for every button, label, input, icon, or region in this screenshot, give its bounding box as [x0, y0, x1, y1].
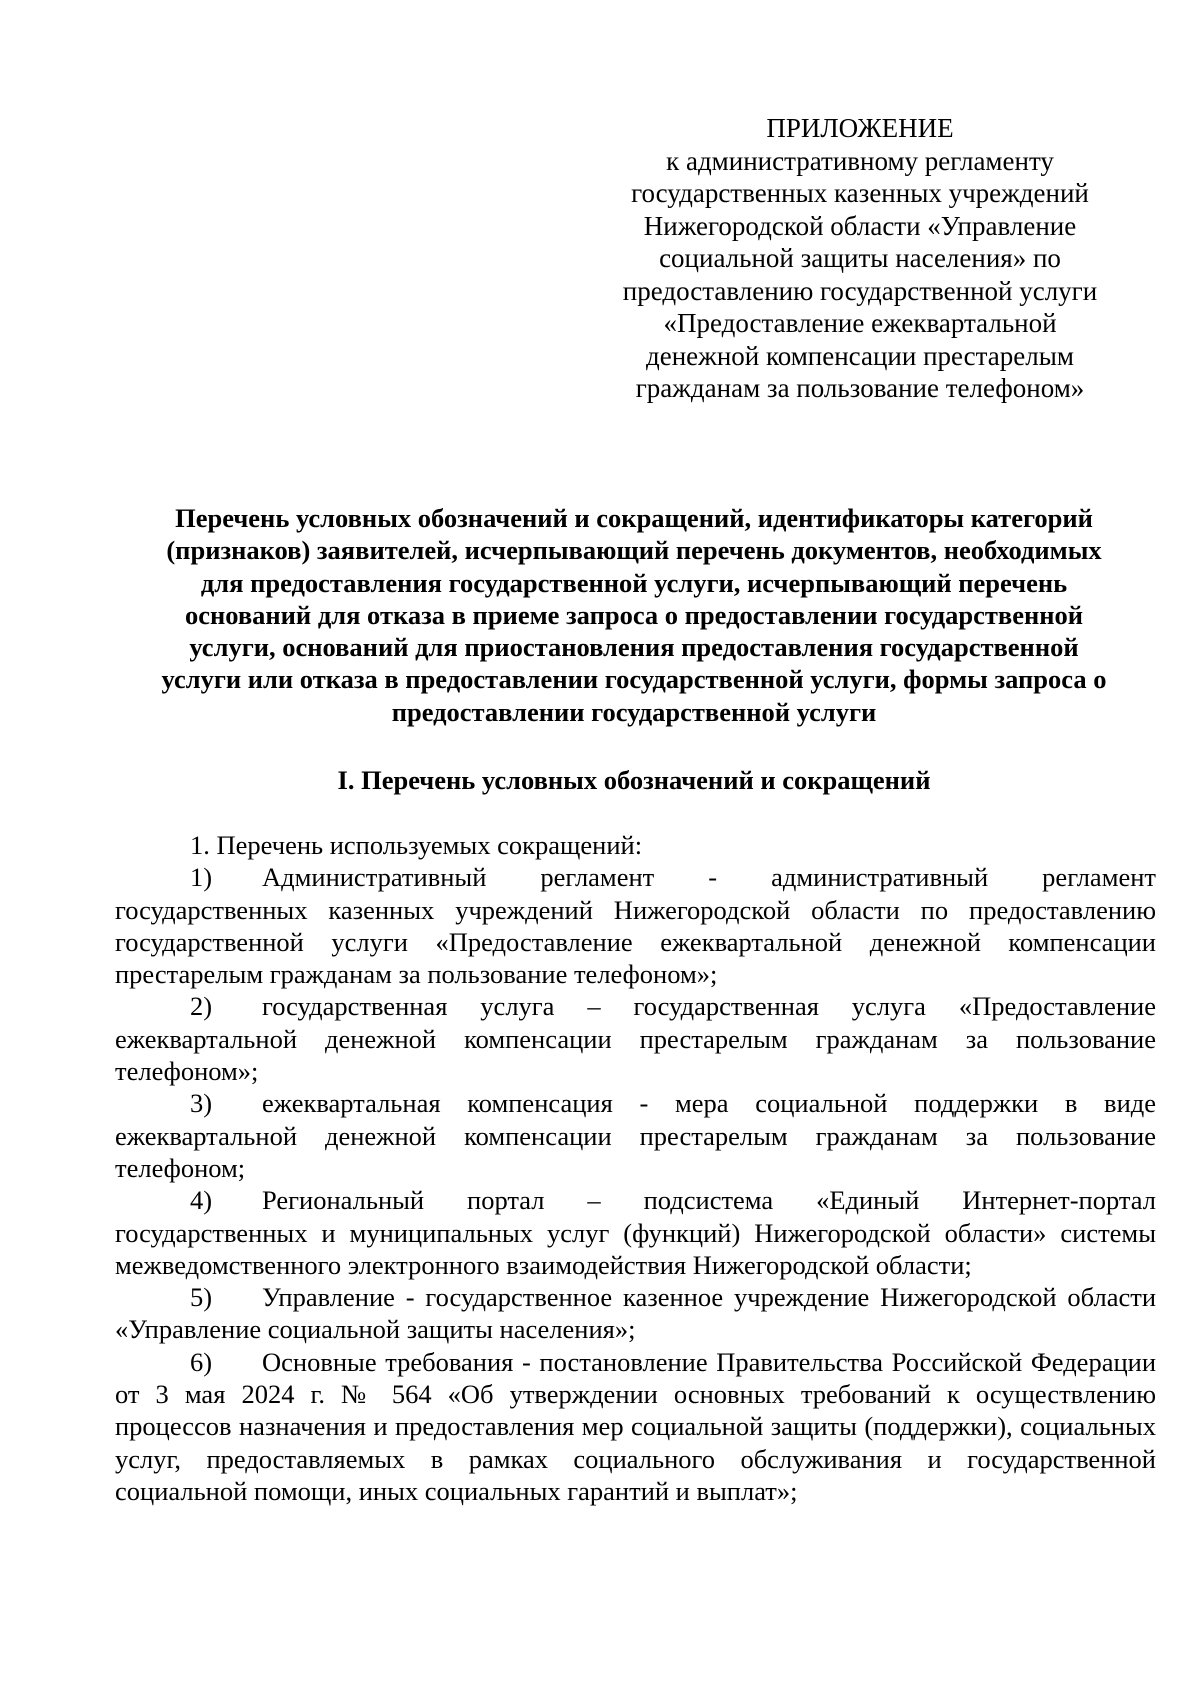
item-text: Основные требования - постановление Правительства Российской Федерации от 3 мая 2024 г. № 564 «Об утверждении основных требований к осуществлению процессов назначения и предоставления мер социальной защиты (поддержки), социальных услуг, предоставляемых в рамках социального обслуживания и государственной социальной помощи, иных социальных гарантий и выплат»; — [115, 1346, 1156, 1506]
item-number: 6) — [190, 1346, 213, 1377]
appendix-line: гражданам за пользование телефоном» — [635, 373, 1085, 403]
appendix-line: «Предоставление ежеквартальной — [663, 308, 1057, 338]
section-heading: I. Перечень условных обозначений и сокращений — [337, 765, 931, 795]
appendix-line: государственных казенных учреждений — [631, 178, 1089, 208]
document-title — [112, 502, 1156, 728]
appendix-line: к административному регламенту — [666, 145, 1054, 176]
title-line: услуги, оснований для приостановления предоставления государственной — [189, 632, 1079, 663]
list-item — [115, 1281, 1156, 1346]
appendix-line: предоставлению государственной услуги — [622, 275, 1098, 306]
list-item — [115, 1184, 1156, 1281]
appendix-header — [620, 112, 1100, 405]
list-item — [115, 990, 1156, 1087]
item-number: 3) — [190, 1088, 213, 1119]
list-item — [115, 1087, 1156, 1184]
list-item — [115, 1346, 1156, 1507]
item-text: государственная услуга – государственная услуга «Предоставление ежеквартальной денежной компенсации престарелым гражданам за пользование телефоном»; — [115, 991, 1156, 1087]
title-line: предоставлении государственной услуги — [391, 696, 877, 727]
item-text: Управление - государственное казенное учреждение Нижегородской области «Управление социальной защиты населения»; — [115, 1282, 1156, 1345]
title-line: услуги или отказа в предоставлении государственной услуги, формы запроса о — [161, 664, 1107, 695]
title-line: (признаков) заявителей, исчерпывающий перечень документов, необходимых — [166, 535, 1102, 566]
appendix-label: ПРИЛОЖЕНИЕ — [766, 113, 954, 143]
list-intro: 1. Перечень используемых сокращений: — [190, 830, 643, 860]
appendix-line: социальной защиты населения» по — [659, 243, 1061, 273]
item-number: 5) — [190, 1282, 213, 1313]
item-text: Региональный портал – подсистема «Единый Интернет-портал государственных и муниципальных услуг (функций) Нижегородской области» системы межведомственного электронного взаимодействия Нижегородской области; — [115, 1185, 1156, 1280]
appendix-line: денежной компенсации престарелым — [646, 340, 1074, 371]
section-body — [115, 829, 1156, 1507]
title-line: для предоставления государственной услуги, исчерпывающий перечень — [200, 567, 1068, 598]
item-number: 2) — [190, 991, 213, 1022]
item-number: 1) — [190, 862, 213, 893]
item-number: 4) — [190, 1185, 213, 1216]
item-text: ежеквартальная компенсация - мера социальной поддержки в виде ежеквартальной денежной компенсации престарелым гражданам за пользование телефоном; — [115, 1088, 1156, 1183]
title-line: Перечень условных обозначений и сокращений, идентификаторы категорий — [175, 503, 1093, 533]
list-item — [115, 861, 1156, 990]
title-line: оснований для отказа в приеме запроса о предоставлении государственной — [184, 599, 1084, 630]
appendix-line: Нижегородской области «Управление — [643, 210, 1077, 241]
item-text: Административный регламент - административный регламент государственных казенных учреждений Нижегородской области по предоставлению государственной услуги «Предоставление ежеквартальной денежной компенсации престарелым гражданам за пользование телефоном»; — [115, 862, 1156, 990]
